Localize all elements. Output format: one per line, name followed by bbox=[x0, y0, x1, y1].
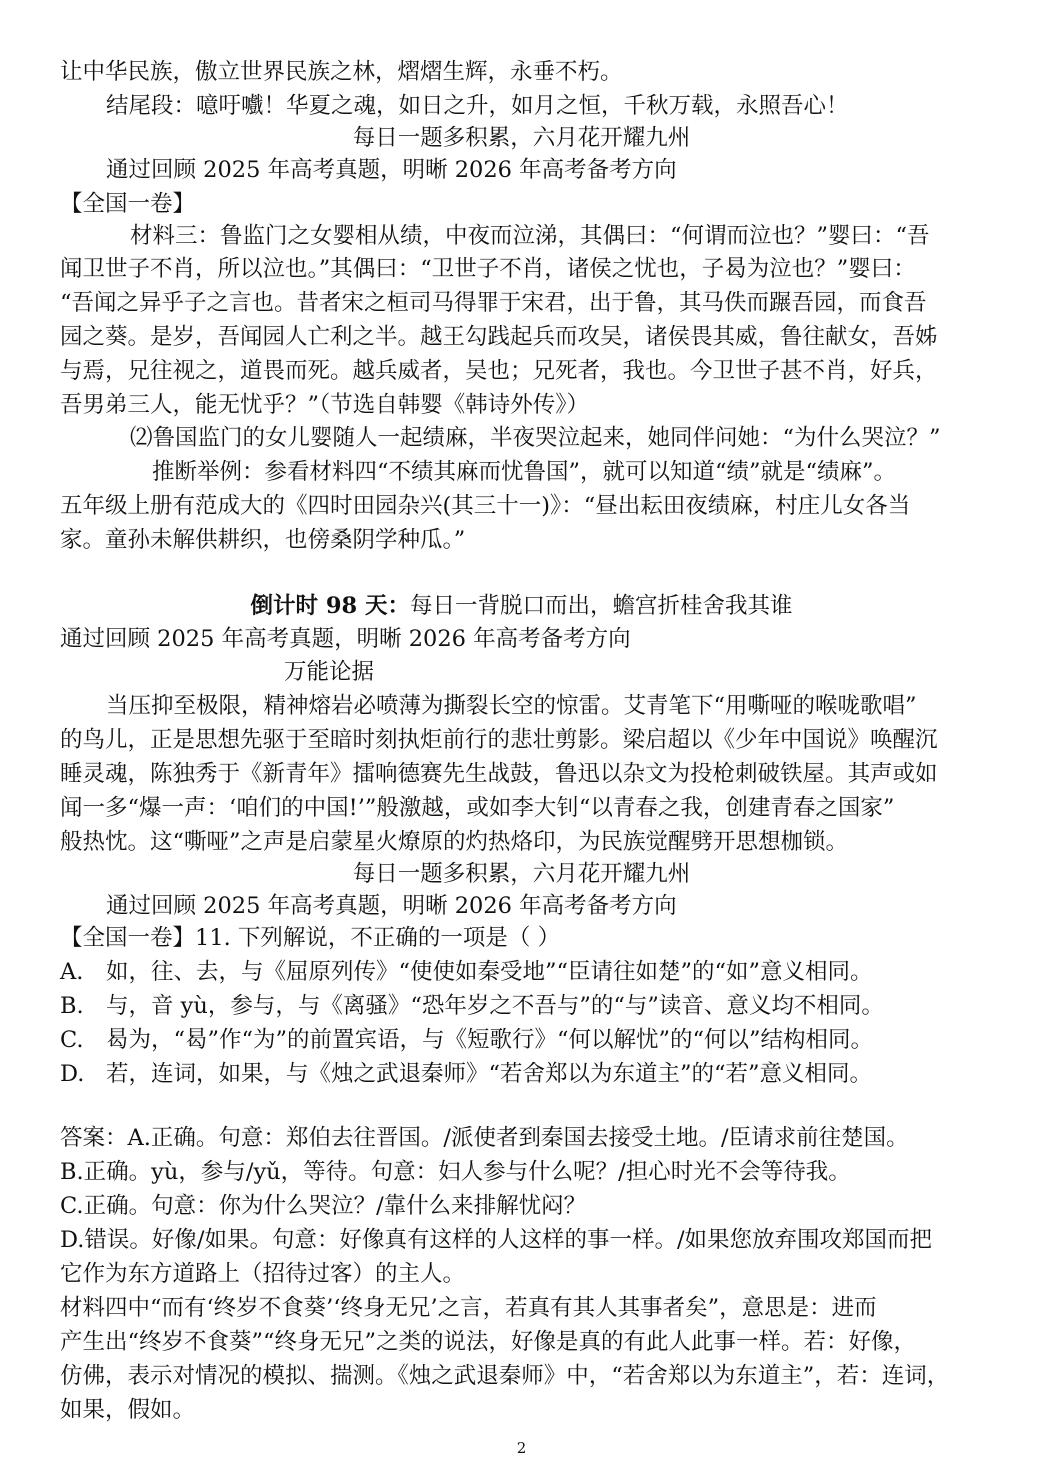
section-heading: 万能论据 bbox=[284, 659, 375, 685]
option-letter: A. bbox=[60, 959, 84, 985]
answer-line: 它作为东方道路上（招待过客）的主人。 bbox=[60, 1261, 466, 1287]
text-line: 闻卫世子不肖，所以泣也。”其偶曰：“卫世子不肖，诸侯之忧也，子曷为泣也？”婴曰： bbox=[60, 256, 916, 282]
answer-line: 产生出“终岁不食葵”“终身无兄”之类的说法，好像是真的有此人此事一样。若：好像， bbox=[60, 1329, 917, 1355]
option-b bbox=[60, 990, 990, 1022]
option-c bbox=[60, 1024, 990, 1056]
answer-line: 材料四中“而有‘终岁不食葵’‘终身无兄’之言，若真有其人其事者矣”，意思是：进而 bbox=[60, 1295, 877, 1321]
option-text: 与，音 yù，参与，与《离骚》“恐年岁之不吾与”的“与”读音、意义均不相同。 bbox=[106, 993, 884, 1019]
option-text: 若，连词，如果，与《烛之武退秦师》“若舍郑以为东道主”的“若”意义相同。 bbox=[106, 1061, 873, 1087]
option-letter: B. bbox=[60, 993, 84, 1019]
text-line: “吾闻之异乎子之言也。昔者宋之桓司马得罪于宋君，出于鲁，其马佚而蹍吾园，而食吾 bbox=[60, 290, 927, 316]
option-letter: C. bbox=[60, 1027, 84, 1053]
text-line: 闻一多“爆一声：‘咱们的中国!’”般激越，或如李大钊“以青春之我，创建青春之国家” bbox=[60, 795, 895, 821]
text-line: 当压抑至极限，精神熔岩必喷薄为撕裂长空的惊雷。艾青笔下“用嘶哑的喉咙歌唱” bbox=[106, 693, 917, 719]
text-line: 推断举例：参看材料四“不绩其麻而忧鲁国”，就可以知道“绩”就是“绩麻”。 bbox=[152, 459, 897, 485]
section-heading: 每日一题多积累，六月花开耀九州 bbox=[352, 861, 691, 887]
option-text: 曷为，“曷”作“为”的前置宾语，与《短歌行》“何以解忧”的“何以”结构相同。 bbox=[106, 1027, 874, 1053]
exam-label: 【全国一卷】 bbox=[60, 191, 196, 217]
text-line: 通过回顾 2025 年高考真题，明晰 2026 年高考备考方向 bbox=[106, 893, 677, 919]
answer-line: C.正确。句意：你为什么哭泣？/靠什么来排解忧闷？ bbox=[60, 1193, 587, 1219]
answer-line: D.错误。好像/如果。句意：好像真有这样的人这样的事一样。/如果您放弃围攻郑国而把 bbox=[60, 1227, 933, 1253]
countdown-heading bbox=[0, 590, 1043, 622]
answer-line: 仿佛，表示对情况的模拟、揣测。《烛之武退秦师》中，“若舍郑以为东道主”，若：连词， bbox=[60, 1363, 950, 1389]
text-line: ⑵鲁国监门的女儿婴随人一起绩麻，半夜哭泣起来，她同伴问她：“为什么哭泣？” bbox=[130, 425, 941, 451]
text-line: 五年级上册有范成大的《四时田园杂兴(其三十一)》：“昼出耘田夜绩麻，村庄儿女各当 bbox=[60, 493, 911, 519]
text-line: 与焉，兄往视之，道畏而死。越兵威者，吴也；兄死者，我也。今卫世子甚不肖，好兵， bbox=[60, 358, 938, 384]
text-line: 结尾段：噫吁嚱！华夏之魂，如日之升，如月之恒，千秋万载，永照吾心！ bbox=[106, 93, 849, 119]
option-d bbox=[60, 1058, 990, 1090]
text-line: 通过回顾 2025 年高考真题，明晰 2026 年高考备考方向 bbox=[106, 157, 677, 183]
answer-line: 答案：A.正确。句意：郑伯去往晋国。/派使者到秦国去接受土地。/臣请求前往楚国。 bbox=[60, 1125, 909, 1151]
countdown-slogan: 每日一背脱口而出，蟾宫折桂舍我其谁 bbox=[409, 593, 793, 619]
text-line: 让中华民族，傲立世界民族之林，熠熠生辉，永垂不朽。 bbox=[60, 59, 623, 85]
answer-line: B.正确。yù，参与/yǔ，等待。句意：妇人参与什么呢？/担心时光不会等待我。 bbox=[60, 1159, 851, 1185]
text-line: 吾男弟三人，能无忧乎？”（节选自韩婴《韩诗外传》） bbox=[60, 392, 590, 418]
question-stem: 【全国一卷】11. 下列解说，不正确的一项是（ ） bbox=[60, 925, 561, 951]
text-line: 般热忱。这“嘶哑”之声是启蒙星火燎原的灼热烙印，为民族觉醒劈开思想枷锁。 bbox=[60, 829, 849, 855]
countdown-label: 倒计时 98 天： bbox=[250, 593, 410, 619]
option-text: 如，往、去，与《屈原列传》“使使如秦受地”“臣请往如楚”的“如”意义相同。 bbox=[106, 959, 873, 985]
text-line: 材料三：鲁监门之女婴相从绩，中夜而泣涕，其偶曰：“何谓而泣也？”婴曰：“吾 bbox=[130, 223, 930, 249]
text-line: 的鸟儿，正是思想先驱于至暗时刻执炬前行的悲壮剪影。梁启超以《少年中国说》唤醒沉 bbox=[60, 727, 938, 753]
option-a bbox=[60, 956, 990, 988]
option-letter: D. bbox=[60, 1061, 85, 1087]
text-line: 园之葵。是岁，吾闻园人亡利之半。越王勾践起兵而攻吴，诸侯畏其威，鲁往献女，吾姊 bbox=[60, 324, 938, 350]
answer-line: 如果，假如。 bbox=[60, 1397, 196, 1423]
page-number: 2 bbox=[516, 1439, 527, 1457]
text-line: 家。童孙未解供耕织，也傍桑阴学种瓜。” bbox=[60, 527, 466, 553]
text-line: 通过回顾 2025 年高考真题，明晰 2026 年高考备考方向 bbox=[60, 626, 631, 652]
section-heading: 每日一题多积累，六月花开耀九州 bbox=[352, 125, 691, 151]
text-line: 睡灵魂，陈独秀于《新青年》擂响德赛先生战鼓，鲁迅以杂文为投枪刺破铁屋。其声或如 bbox=[60, 761, 938, 787]
